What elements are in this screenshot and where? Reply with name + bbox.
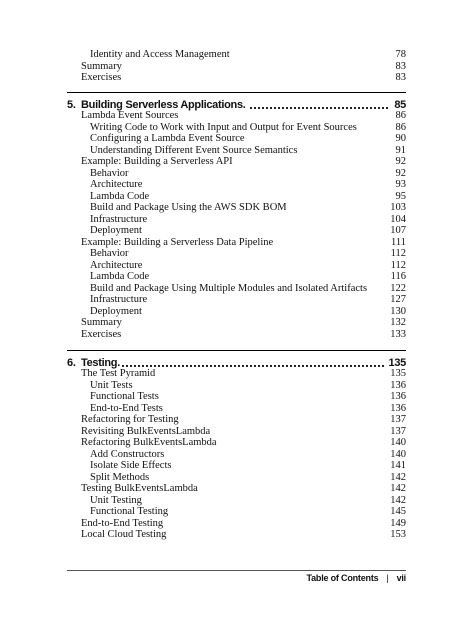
toc-entry-label: Lambda Event Sources	[81, 110, 179, 121]
toc-entry-label: Behavior	[90, 167, 129, 179]
toc-entry-page: 135	[390, 368, 406, 379]
toc-entry-label: Architecture	[90, 179, 143, 190]
chapter-number: 6.	[67, 357, 76, 369]
toc-entry-label: End-to-End Tests	[90, 402, 163, 414]
toc-entry-page: 133	[390, 328, 406, 340]
toc-entry-page: 145	[390, 506, 406, 517]
toc-entry-label: Testing BulkEventsLambda	[81, 483, 198, 494]
toc-entry-label: Refactoring BulkEventsLambda	[81, 437, 217, 448]
toc-entry-page: 111	[391, 236, 406, 248]
toc-entry-label: Behavior	[90, 248, 129, 259]
chapter-title: Testing.	[81, 357, 120, 369]
toc-entry-label: Build and Package Using the AWS SDK BOM	[90, 202, 287, 213]
chapter-number: 5.	[67, 99, 76, 111]
toc-entry-label: Configuring a Lambda Event Source	[90, 133, 245, 144]
toc-entry-page: 104	[390, 213, 406, 225]
toc-entry-label: Functional Tests	[90, 391, 159, 402]
toc-entry-label: Functional Testing	[90, 506, 169, 517]
toc-entry-page: 91	[395, 144, 406, 156]
toc-entry-page: 86	[395, 121, 406, 133]
toc-entry-page: 153	[390, 529, 406, 540]
toc-entry-page: 137	[390, 425, 406, 437]
chapter-title: Building Serverless Applications.	[81, 99, 246, 111]
toc-entry-page: 137	[390, 414, 406, 425]
toc-entry-page: 122	[390, 282, 406, 294]
toc-entry-label: Local Cloud Testing	[81, 529, 167, 540]
toc-entry-page: 90	[395, 133, 406, 144]
dot-leader	[81, 365, 388, 367]
toc-entry-page: 83	[395, 72, 406, 83]
toc-entry-label: Revisiting BulkEventsLambda	[81, 425, 211, 437]
toc-entry-page: 136	[390, 379, 406, 391]
toc-entry-page: 103	[390, 202, 406, 213]
toc-entry-label: Unit Tests	[90, 379, 133, 391]
toc-entry-page: 112	[390, 248, 406, 259]
toc-entry-label: Lambda Code	[90, 190, 150, 202]
toc-entry-page: 95	[395, 190, 406, 202]
footer-section-label: Table of Contents	[306, 573, 379, 583]
toc-entry-page: 112	[390, 259, 406, 271]
toc-entry-page: 140	[390, 448, 406, 460]
toc-entry-page: 140	[390, 437, 406, 448]
toc-entry-label: Deployment	[90, 225, 142, 236]
toc-entry-label: Example: Building a Serverless API	[81, 156, 233, 167]
chapter-page: 85	[391, 97, 406, 113]
toc-entry-page: 136	[390, 391, 406, 402]
toc-entry-page: 142	[390, 494, 406, 506]
toc-entry-page: 142	[390, 471, 406, 483]
toc-entry-page: 78	[395, 49, 406, 60]
chapter-page: 135	[386, 355, 406, 371]
toc-entry-label: Lambda Code	[90, 271, 150, 282]
toc-entry-label: Isolate Side Effects	[90, 460, 172, 471]
toc-entry-label: Summary	[81, 60, 122, 72]
toc-entry-label: Understanding Different Event Source Semantics	[90, 144, 298, 156]
toc-entry-label: Exercises	[81, 328, 122, 340]
toc-entry-label: Infrastructure	[90, 213, 148, 225]
toc-entry-page: 116	[390, 271, 406, 282]
toc-entry-label: Writing Code to Work with Input and Output for Event Sources	[90, 121, 357, 133]
toc-entry-label: Add Constructors	[90, 448, 165, 460]
toc-entry-page: 93	[395, 179, 406, 190]
toc-entry-label: The Test Pyramid	[81, 368, 156, 379]
toc-entry-page: 132	[390, 317, 406, 328]
toc-entry-page: 86	[395, 110, 406, 121]
toc-entry-page: 142	[390, 483, 406, 494]
toc-entry-page: 92	[395, 156, 406, 167]
toc-entry-label: Deployment	[90, 305, 142, 317]
toc-entry-label: Split Methods	[90, 471, 150, 483]
toc-entry-label: Example: Building a Serverless Data Pipeline	[81, 236, 274, 248]
toc-entry-label: Architecture	[90, 259, 143, 271]
toc-entry-page: 141	[390, 460, 406, 471]
page-footer	[307, 573, 407, 583]
toc-entry-page: 92	[395, 167, 406, 179]
toc-entry-label: Exercises	[81, 72, 122, 83]
toc-entry-page: 127	[390, 294, 406, 305]
footer-separator: |	[386, 573, 389, 583]
chapter-rule	[67, 350, 406, 351]
toc-entry-page: 107	[390, 225, 406, 236]
toc-entry-page: 83	[395, 60, 406, 72]
toc-entry-label: Refactoring for Testing	[81, 414, 179, 425]
toc-entry-label: Summary	[81, 317, 122, 328]
toc-entry-label: End-to-End Testing	[81, 517, 164, 529]
toc-entry-label: Build and Package Using Multiple Modules and Isolated Artifacts	[90, 282, 368, 294]
toc-entry-page: 149	[390, 517, 406, 529]
toc-entry-page: 136	[390, 402, 406, 414]
footer-rule	[67, 570, 406, 571]
toc-entry-page: 130	[390, 305, 406, 317]
chapter-rule	[67, 92, 406, 93]
footer-page-number: vii	[396, 573, 406, 583]
toc-entry-label: Unit Testing	[90, 494, 142, 506]
toc-entry-label: Identity and Access Management	[90, 49, 230, 60]
toc-entry-label: Infrastructure	[90, 294, 148, 305]
